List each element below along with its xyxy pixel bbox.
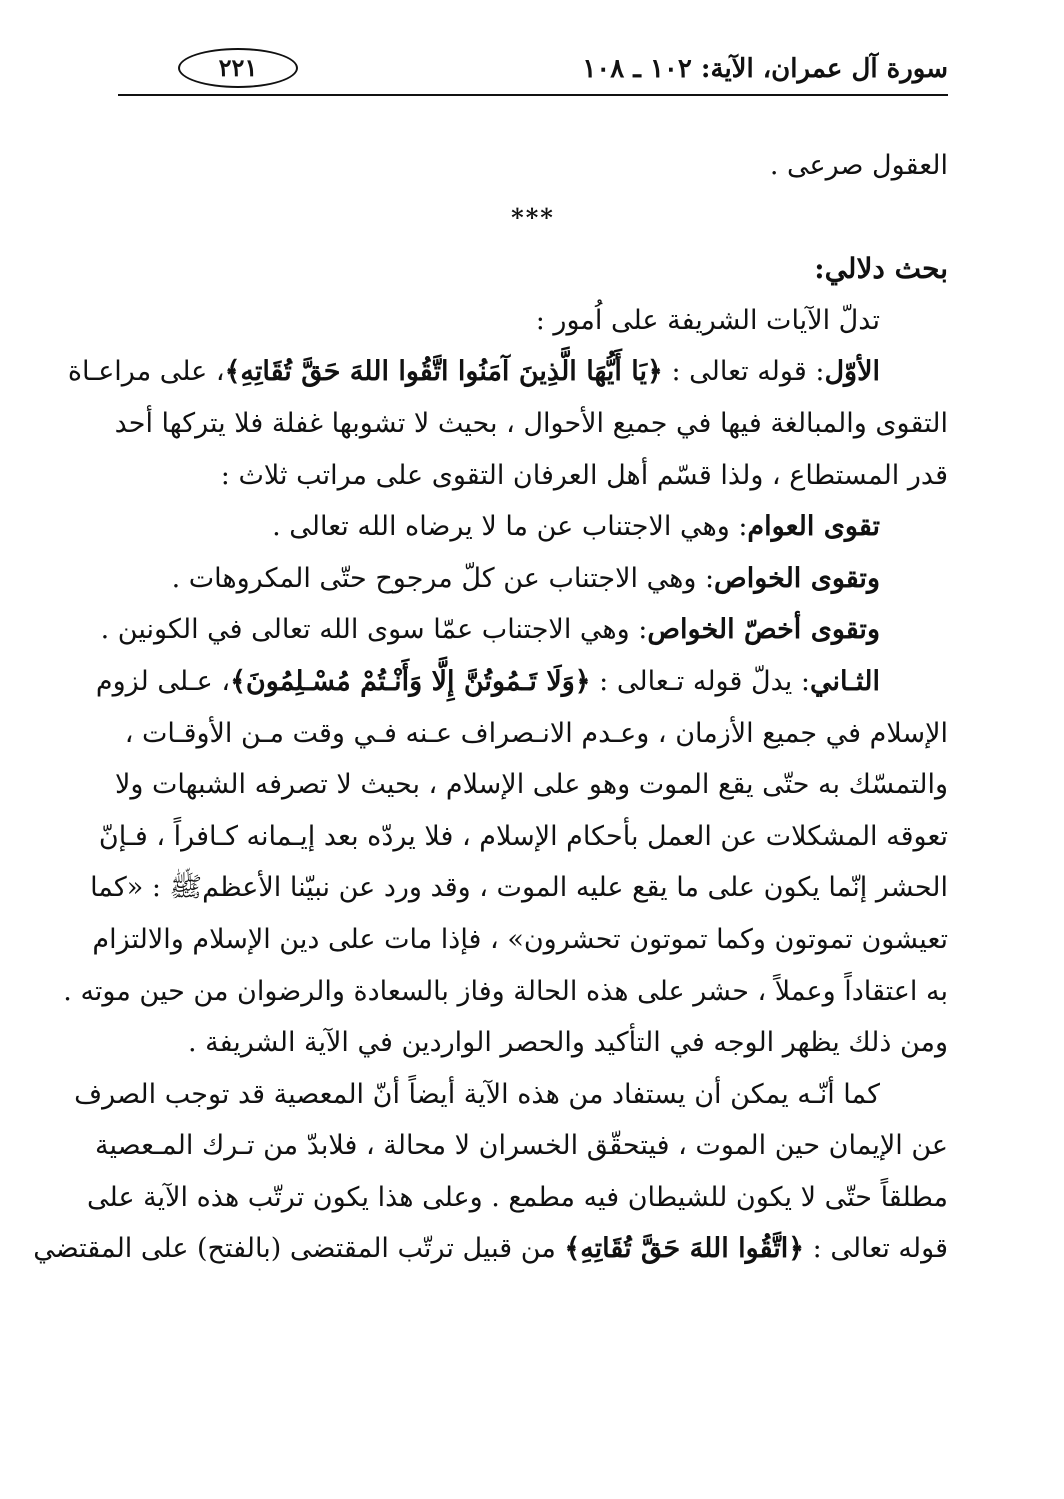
header-divider	[118, 94, 948, 96]
text-line-5: قدر المستطاع ، ولذا قسّم أهل العرفان التقوى على مراتب ثلاث :	[220, 459, 948, 491]
text-line-19: مطلقاً حتّى لا يكون للشيطان فيه مطمع . وعلى هذا يكون ترتّب هذه الآية على	[87, 1181, 948, 1213]
text-line-13: الحشر إنّما يكون على ما يقع عليه الموت ، وقد ورد عن نبيّنا الأعظمﷺ : «كما	[90, 872, 948, 904]
taqwa-level-label: وتقوى الخواص	[714, 562, 880, 594]
text-fragment: ، عـلى لزوم	[95, 665, 231, 697]
quran-quote: ﴿اتَّقُوا اللهَ حَقَّ تُقَاتِهِ﴾	[564, 1233, 805, 1265]
text-line-4: التقوى والمبالغة فيها في جميع الأحوال ، بحيث لا تشوبها غفلة فلا يتركها أحد	[114, 407, 948, 439]
text-fragment: ، على مراعـاة	[67, 356, 225, 388]
taqwa-level-label: وتقوى أخصّ الخواص	[647, 614, 880, 646]
text-fragment: قوله تعالى :	[804, 1233, 948, 1265]
text-line-9	[95, 656, 948, 708]
text-line-15: به اعتقاداً وعملاً ، حشر على هذه الحالة وفاز بالسعادة والرضوان من حين موته .	[63, 975, 948, 1007]
section-heading: بحث دلالي:	[814, 252, 948, 286]
text-line-1: العقول صرعى .	[769, 150, 948, 181]
text-line-20	[33, 1223, 948, 1275]
quran-quote: ﴿يَا أَيُّهَا الَّذِينَ آمَنُوا اتَّقُوا اللهَ حَقَّ تُقَاتِهِ﴾	[224, 356, 663, 388]
text-fragment: : وهي الاجتناب عن ما لا يرضاه الله تعالى .	[272, 511, 748, 543]
text-line-14: تعيشون تموتون وكما تموتون تحشرون» ، فإذا مات على دين الإسلام والالتزام	[92, 923, 948, 955]
text-fragment: : وهي الاجتناب عن كلّ مرجوح حتّى المكروهات .	[171, 562, 715, 594]
quran-quote: ﴿وَلَا تَـمُوتُنَّ إِلَّا وَأَنْـتُمْ مُسْـلِمُونَ﴾	[230, 665, 591, 697]
text-fragment: من قبيل ترتّب المقتضى (بالفتح) على المقتضي	[33, 1233, 565, 1265]
body-text	[33, 140, 948, 1275]
page-number: ٢٢١	[178, 48, 298, 88]
text-line-11: والتمسّك به حتّى يقع الموت وهو على الإسلام ، بحيث لا تصرفه الشبهات ولا	[114, 769, 948, 801]
taqwa-level-label: تقوى العوام	[747, 511, 880, 543]
text-line-10: الإسلام في جميع الأزمان ، وعـدم الانـصراف عـنه فـي وقت مـن الأوقـات ،	[124, 717, 948, 749]
text-line-8	[100, 604, 948, 656]
text-line-2: تدلّ الآيات الشريفة على اُمور :	[535, 304, 880, 336]
point-label-second: الثـاني	[809, 665, 880, 697]
text-line-16: ومن ذلك يظهر الوجه في التأكيد والحصر الواردين في الآية الشريفة .	[187, 1027, 948, 1059]
text-line-18: عن الإيمان حين الموت ، فيتحقّق الخسران لا محالة ، فلابدّ من تـرك المـعصية	[95, 1130, 948, 1162]
text-line-7	[118, 553, 948, 605]
text-line-17: كما أنّـه يمكن أن يستفاد من هذه الآية أيضاً أنّ المعصية قد توجب الصرف	[74, 1078, 880, 1110]
running-header-title: سورة آل عمران، الآية: ١٠٢ ـ ١٠٨	[582, 54, 948, 84]
text-fragment: : يدلّ قوله تـعالى :	[590, 665, 810, 697]
point-label-first: الأوّل	[824, 356, 880, 388]
text-line-12: تعوقه المشكلات عن العمل بأحكام الإسلام ، فلا يردّه بعد إيـمانه كـافراً ، فـإنّ	[98, 820, 948, 852]
text-fragment: : وهي الاجتناب عمّا سوى الله تعالى في الكونين .	[100, 614, 648, 646]
text-line-3	[67, 346, 948, 398]
page-header	[118, 48, 948, 94]
section-separator: ***	[511, 202, 555, 232]
text-fragment: : قوله تعالى :	[662, 356, 825, 388]
text-line-6	[118, 501, 948, 553]
